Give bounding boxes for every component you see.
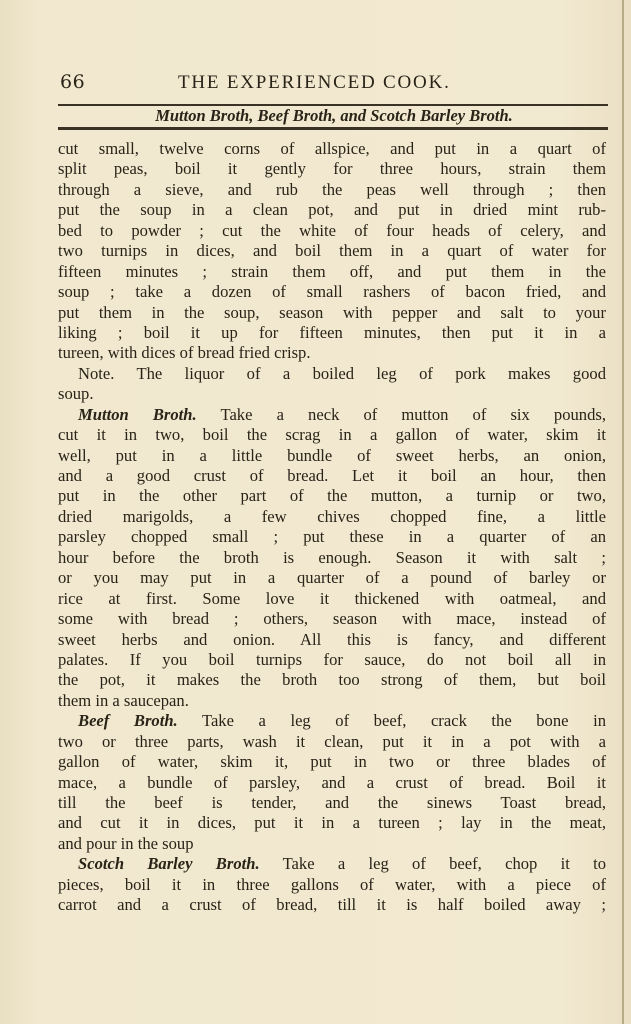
text-line: sweet herbs and onion. All this is fancy, and different bbox=[58, 629, 606, 649]
text-line: put the soup in a clean pot, and put in dried mint rub- bbox=[58, 200, 606, 220]
recipe-heading-scotch-barley-broth: Scotch Barley Broth. bbox=[78, 854, 260, 874]
text-run: Take a leg of beef, crack the bone in bbox=[177, 711, 606, 731]
text-line: till the beef is tender, and the sinews Toast bread, bbox=[58, 793, 606, 812]
paragraph-start-beef-broth bbox=[58, 711, 606, 731]
text-line: through a sieve, and rub the peas well through ; then bbox=[58, 179, 606, 199]
text-run: Take a neck of mutton of six pounds, bbox=[196, 404, 607, 424]
text-line: and pour in the soup bbox=[58, 833, 194, 853]
section-subheading: Mutton Broth, Beef Broth, and Scotch Barley Broth. bbox=[155, 106, 513, 125]
body-text bbox=[58, 139, 606, 916]
recipe-heading-mutton-broth: Mutton Broth. bbox=[78, 404, 197, 424]
text-line: and a good crust of bread. Let it boil an hour, then bbox=[58, 466, 606, 485]
text-line: well, put in a little bundle of sweet herbs, an onion, bbox=[58, 445, 606, 465]
text-line: the pot, it makes the broth too strong of them, but boil bbox=[58, 670, 606, 690]
page-number: 66 bbox=[60, 71, 86, 93]
text-line: cut small, twelve corns of allspice, and put in a quart of bbox=[58, 139, 606, 158]
text-line: parsley chopped small ; put these in a quarter of an bbox=[58, 527, 606, 547]
running-title: THE EXPERIENCED COOK. bbox=[178, 72, 451, 93]
paragraph-start-mutton-broth bbox=[58, 405, 606, 425]
text-line: them in a saucepan. bbox=[58, 690, 189, 710]
text-line-note: Note. The liquor of a boiled leg of pork makes good bbox=[78, 363, 606, 383]
text-line: liking ; boil it up for fifteen minutes, then put it in a bbox=[58, 322, 606, 342]
text-line: carrot and a crust of bread, till it is half boiled away ; bbox=[58, 895, 606, 915]
text-line: fifteen minutes ; strain them off, and put them in the bbox=[58, 261, 606, 281]
page-edge-shadow bbox=[622, 0, 624, 1024]
text-line: two or three parts, wash it clean, put it in a pot with a bbox=[58, 731, 606, 751]
text-line: pieces, boil it in three gallons of water, with a piece of bbox=[58, 874, 606, 894]
text-line: put them in the soup, season with pepper and salt to your bbox=[58, 302, 606, 322]
text-line: gallon of water, skim it, put in two or three blades of bbox=[58, 752, 606, 772]
text-line: dried marigolds, a few chives chopped fine, a little bbox=[58, 506, 606, 526]
subheading-rule bbox=[58, 127, 608, 130]
text-line: cut it in two, boil the scrag in a gallon of water, skim it bbox=[58, 425, 606, 445]
text-line: or you may put in a quarter of a pound of barley or bbox=[58, 568, 606, 588]
text-line: some with bread ; others, season with mace, instead of bbox=[58, 609, 606, 629]
text-line: split peas, boil it gently for three hours, strain them bbox=[58, 159, 606, 179]
text-line: bed to powder ; cut the white of four heads of celery, and bbox=[58, 220, 606, 240]
page-header bbox=[60, 71, 608, 101]
text-line: hour before the broth is enough. Season it with salt ; bbox=[58, 547, 606, 567]
text-line: put in the other part of the mutton, a turnip or two, bbox=[58, 486, 606, 506]
text-line: two turnips in dices, and boil them in a quart of water for bbox=[58, 241, 606, 261]
paragraph-start-scotch-barley-broth bbox=[58, 854, 606, 874]
text-line: rice at first. Some love it thickened with oatmeal, and bbox=[58, 588, 606, 608]
recipe-heading-beef-broth: Beef Broth. bbox=[78, 711, 178, 731]
text-line: soup. bbox=[58, 384, 94, 404]
text-line: soup ; take a dozen of small rashers of bacon fried, and bbox=[58, 282, 606, 302]
text-line: mace, a bundle of parsley, and a crust of bread. Boil it bbox=[58, 772, 606, 792]
text-line: tureen, with dices of bread fried crisp. bbox=[58, 343, 311, 363]
text-line: and cut it in dices, put it in a tureen ; lay in the meat, bbox=[58, 813, 606, 833]
text-line: palates. If you boil turnips for sauce, do not boil all in bbox=[58, 649, 606, 669]
text-run: Take a leg of beef, chop it to bbox=[259, 854, 606, 874]
